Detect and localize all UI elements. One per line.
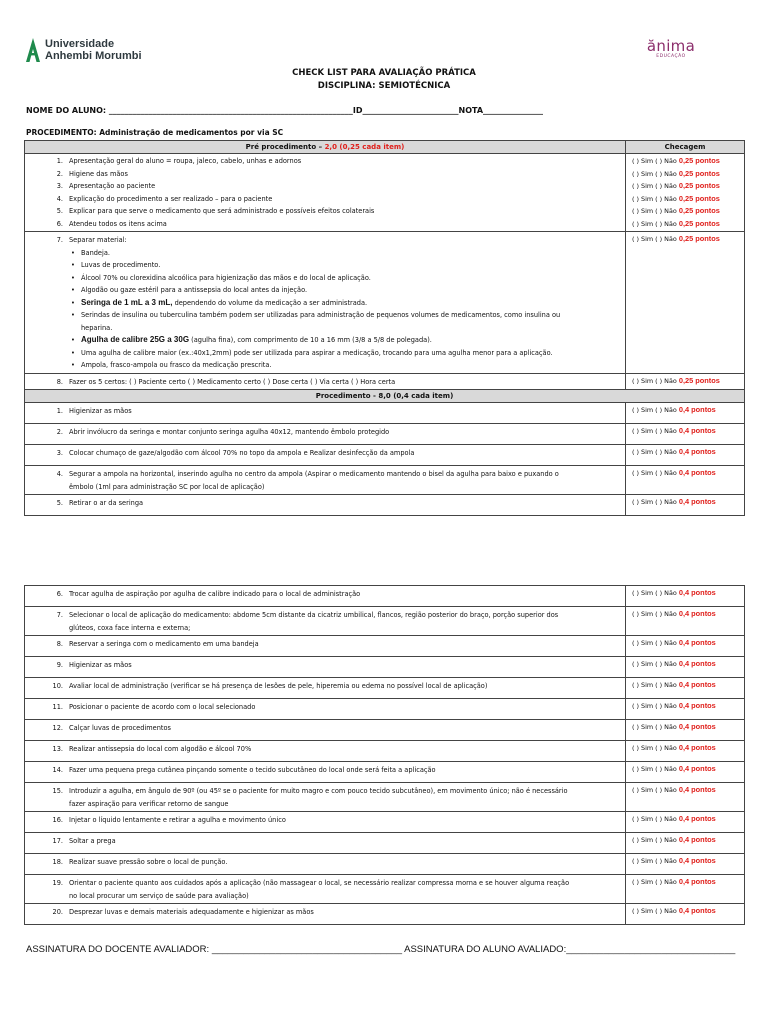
procedure-header: Procedimento - 8,0 (0,4 cada item) (25, 390, 745, 403)
list-item: 2. Abrir invólucro da seringa e montar conjunto seringa agulha 40x12, mantendo êmbolo protegido (56, 428, 390, 436)
list-item: 16. Injetar o líquido lentamente e retirar a agulha e movimento único (52, 816, 286, 824)
list-item-continuation: glúteos, coxa face interna e externa; (69, 623, 191, 632)
list-item: 3. Apresentação ao paciente (56, 182, 156, 190)
check-option[interactable]: ( ) Sim ( ) Não 0,25 pontos (632, 156, 720, 165)
document-title: CHECK LIST PARA AVALIAÇÃO PRÁTICA (292, 68, 476, 78)
list-item: 10. Avaliar local de administração (verificar se há presença de lesões de pele, hiperemia ou edema no possível local de aplicação) (52, 682, 488, 690)
material-item: • Serindas de insulina ou tuberculina também podem ser utilizadas para administração de pequenos volumes de medicamentos, como insulina ou (41, 309, 621, 322)
list-item: 8. Fazer os 5 certos: ( ) Paciente certo ( ) Medicamento certo ( ) Dose certa ( ) Via certa ( ) Hora certa (56, 377, 396, 386)
table-row (25, 741, 745, 762)
table-row (25, 607, 745, 636)
material-item: • Uma agulha de calibre maior (ex.:40x1,2mm) pode ser utilizada para aspirar a medicação, trocando para uma agulha menor para a aplicação. (41, 347, 621, 360)
check-option[interactable]: ( ) Sim ( ) Não 0,4 pontos (632, 497, 716, 506)
list-item: 20. Desprezar luvas e demais materiais adequadamente e higienizar as mãos (52, 908, 314, 916)
list-item: 2. Higiene das mãos (56, 169, 128, 178)
table-row (25, 466, 745, 495)
check-option[interactable]: ( ) Sim ( ) Não 0,25 pontos (632, 206, 720, 215)
check-option[interactable]: ( ) Sim ( ) Não 0,4 pontos (632, 405, 716, 414)
list-item-continuation: fazer aspiração para verificar retorno de sangue (69, 799, 229, 808)
pre-items-row (25, 154, 745, 232)
list-item: 5. Retirar o ar da seringa (56, 499, 144, 507)
pre-procedure-header: Pré procedimento – 2,0 (0,25 cada item) (25, 141, 626, 154)
pre-procedure-header-row (25, 141, 745, 154)
table-row (25, 720, 745, 741)
check-option[interactable]: ( ) Sim ( ) Não 0,4 pontos (632, 906, 716, 915)
list-item: 1. Apresentação geral do aluno = roupa, jaleco, cabelo, unhas e adornos (56, 157, 302, 165)
table-row (25, 636, 745, 657)
list-item: 14. Fazer uma pequena prega cutânea pinçando somente o tecido subcutâneo do local onde será feita a aplicação (52, 766, 436, 774)
list-item: 1. Higienizar as mãos (56, 407, 132, 415)
anima-logo (640, 38, 702, 59)
list-item: 17. Soltar a prega (52, 837, 116, 845)
material-item: • Bandeja. (41, 247, 621, 260)
table-row (25, 403, 745, 424)
material-item: • Agulha de calibre 25G a 30G (agulha fina), com comprimento de 10 a 16 mm (3/8 a 5/8 de polegada). (41, 334, 621, 347)
list-item-continuation: no local procurar um serviço de saúde para avaliação) (69, 891, 249, 900)
check-option[interactable]: ( ) Sim ( ) Não 0,4 pontos (632, 447, 716, 456)
list-item: 9. Higienizar as mãos (56, 661, 132, 669)
check-option[interactable]: ( ) Sim ( ) Não 0,4 pontos (632, 877, 716, 886)
student-info-line: NOME DO ALUNO: _____________________________________________________________ID________________________NOTA_______________ (26, 106, 544, 115)
table-row (25, 373, 745, 390)
check-option[interactable]: ( ) Sim ( ) Não 0,4 pontos (632, 701, 716, 710)
material-item-continuation: heparina. (81, 323, 113, 332)
material-item: • Ampola, frasco-ampola ou frasco da medicação prescrita. (41, 359, 621, 372)
list-item: 7. Selecionar o local de aplicação do medicamento: abdome 5cm distante da cicatriz umbilical, flancos, região posterior do braço, porção superior dos (56, 611, 559, 619)
anima-logo-word: ănima (646, 37, 696, 55)
check-option[interactable]: ( ) Sim ( ) Não 0,25 pontos (632, 168, 720, 178)
check-option[interactable]: ( ) Sim ( ) Não 0,25 pontos (632, 193, 720, 203)
check-option[interactable]: ( ) Sim ( ) Não 0,25 pontos (632, 375, 720, 385)
list-item: 5. Explicar para que serve o medicamento que será administrado e possíveis efeitos colaterais (56, 207, 375, 215)
checklist-table-part2 (24, 585, 745, 925)
table-row (25, 699, 745, 720)
university-logo (26, 38, 142, 62)
table-row (25, 812, 745, 833)
list-item: 13. Realizar antissepsia do local com algodão e álcool 70% (52, 745, 252, 753)
table-row (25, 762, 745, 783)
table-row (25, 424, 745, 445)
list-item: 6. Atendeu todos os itens acima (56, 219, 167, 228)
table-row (25, 875, 745, 904)
checklist-table-part1 (24, 140, 745, 516)
check-option[interactable]: ( ) Sim ( ) Não 0,4 pontos (632, 814, 716, 823)
table-row (25, 495, 745, 516)
table-row (25, 445, 745, 466)
check-option[interactable]: ( ) Sim ( ) Não 0,4 pontos (632, 743, 716, 752)
check-option[interactable]: ( ) Sim ( ) Não 0,4 pontos (632, 785, 716, 794)
discipline-title: DISCIPLINA: SEMIOTÉCNICA (317, 81, 451, 91)
check-option[interactable]: ( ) Sim ( ) Não 0,25 pontos (632, 181, 720, 190)
list-item: 19. Orientar o paciente quanto aos cuidados após a aplicação (não massagear o local, se necessário realizar compressa morna e se houver alguma reação (52, 879, 570, 887)
procedure-title: PROCEDIMENTO: Administração de medicamentos por via SC (26, 128, 284, 137)
check-column-header: Checagem (626, 141, 745, 154)
table-row (25, 783, 745, 812)
check-option[interactable]: ( ) Sim ( ) Não 0,4 pontos (632, 426, 716, 435)
material-item: • Seringa de 1 mL a 3 mL, dependendo do volume da medicação a ser administrada. (41, 297, 621, 310)
list-item: 8. Reservar a seringa com o medicamento em uma bandeja (56, 640, 259, 648)
signature-line: ASSINATURA DO DOCENTE AVALIADOR: ____________________________________ ASSINATURA DO ALUNO AVALIADO:________________________________ (26, 944, 736, 955)
list-item: 12. Calçar luvas de procedimentos (52, 724, 171, 732)
procedure-header-row (25, 390, 745, 403)
check-option[interactable]: ( ) Sim ( ) Não 0,25 pontos (632, 218, 720, 228)
table-row (25, 678, 745, 699)
check-option[interactable]: ( ) Sim ( ) Não 0,4 pontos (632, 609, 716, 618)
university-name-line2: Anhembi Morumbi (45, 50, 142, 62)
pre-procedure-weight: 2,0 (0,25 cada item) (324, 143, 405, 151)
material-row (25, 232, 745, 374)
list-item: 18. Realizar suave pressão sobre o local de punção. (52, 858, 228, 866)
check-option[interactable]: ( ) Sim ( ) Não 0,4 pontos (632, 680, 716, 689)
list-item: 6. Trocar agulha de aspiração por agulha de calibre indicado para o local de administração (56, 590, 361, 598)
check-option[interactable]: ( ) Sim ( ) Não 0,4 pontos (632, 659, 716, 668)
table-row (25, 833, 745, 854)
material-item: • Luvas de procedimento. (41, 259, 621, 272)
table-row (25, 586, 745, 607)
university-logo-icon (26, 38, 40, 62)
check-option[interactable]: ( ) Sim ( ) Não 0,4 pontos (632, 835, 716, 844)
list-item: 7. Separar material: (56, 236, 127, 244)
check-option[interactable]: ( ) Sim ( ) Não 0,4 pontos (632, 722, 716, 731)
list-item: 3. Colocar chumaço de gaze/algodão com álcool 70% no topo da ampola e Realizar desinfecção da ampola (56, 449, 415, 457)
table-row (25, 657, 745, 678)
anima-logo-subtitle: EDUCAÇÃO (656, 54, 686, 59)
check-option[interactable]: ( ) Sim ( ) Não 0,4 pontos (632, 638, 716, 647)
list-item-continuation: êmbolo (1ml para administração SC por local de aplicação) (69, 482, 265, 491)
material-item: • Álcool 70% ou clorexidina alcoólica para higienização das mãos e do local de aplicação. (41, 272, 621, 285)
material-item: • Algodão ou gaze estéril para a antissepsia do local antes da injeção. (41, 284, 621, 297)
table-row (25, 854, 745, 875)
list-item: 4. Segurar a ampola na horizontal, inserindo agulha no centro da ampola (Aspirar o medicamento mantendo o bisel da agulha para baixo e puxando o (56, 470, 559, 478)
table-row (25, 904, 745, 925)
check-option[interactable]: ( ) Sim ( ) Não 0,4 pontos (632, 588, 716, 597)
check-option[interactable]: ( ) Sim ( ) Não 0,4 pontos (632, 764, 716, 773)
check-option[interactable]: ( ) Sim ( ) Não 0,25 pontos (632, 234, 720, 243)
list-item: 15. Introduzir a agulha, em ângulo de 90º (ou 45º se o paciente for muito magro e com pouco tecido subcutâneo), em movimento único; não é necessário (52, 787, 568, 795)
university-name-line1: Universidade (45, 38, 115, 50)
list-item: 4. Explicação do procedimento a ser realizado – para o paciente (56, 194, 273, 203)
check-option[interactable]: ( ) Sim ( ) Não 0,4 pontos (632, 856, 716, 865)
check-option[interactable]: ( ) Sim ( ) Não 0,4 pontos (632, 468, 716, 477)
list-item: 11. Posicionar o paciente de acordo com o local selecionado (52, 703, 256, 711)
